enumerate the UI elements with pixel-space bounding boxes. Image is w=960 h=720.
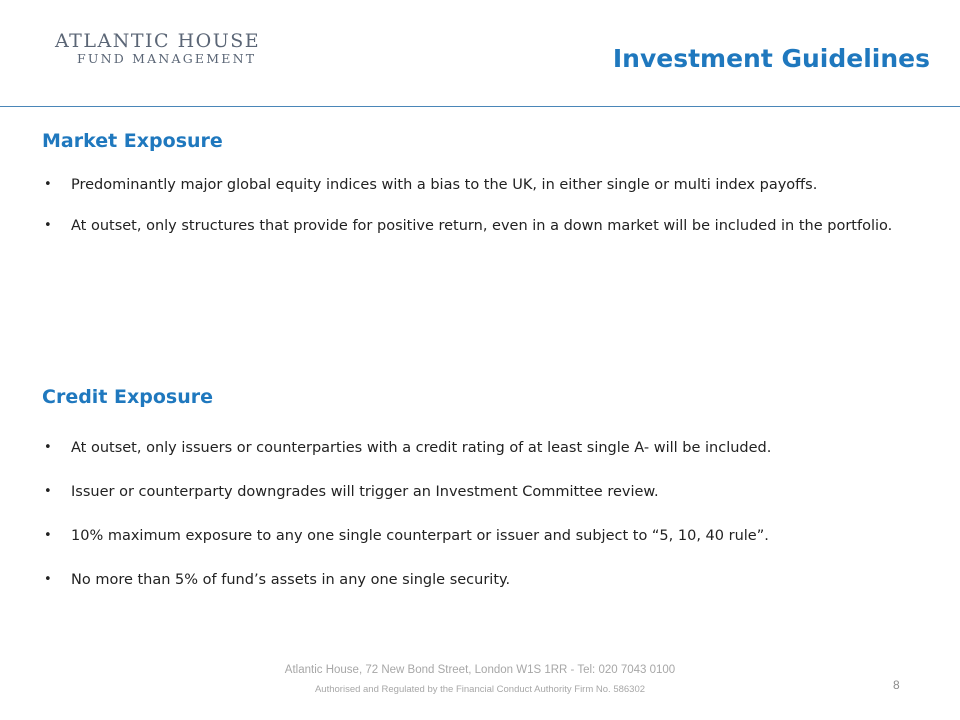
market-exposure-heading: Market Exposure <box>42 130 223 152</box>
bullet-icon: • <box>44 528 52 543</box>
footer-address: Atlantic House, 72 New Bond Street, London W1S 1RR - Tel: 020 7043 0100 <box>284 664 676 676</box>
list-item <box>44 481 927 503</box>
credit-exposure-list <box>44 437 927 591</box>
page-title: Investment Guidelines <box>612 44 930 73</box>
bullet-text: No more than 5% of fund’s assets in any one single security. <box>71 572 511 588</box>
bullet-text: At outset, only structures that provide for positive return, even in a down market will be included in the portfolio. <box>71 218 893 234</box>
list-item <box>44 174 927 196</box>
bullet-icon: • <box>44 440 52 455</box>
bullet-icon: • <box>44 572 52 587</box>
footer-regulation: Authorised and Regulated by the Financial Conduct Authority Firm No. 586302 <box>314 684 646 695</box>
list-item <box>44 569 927 591</box>
market-exposure-list <box>44 174 927 247</box>
list-item <box>44 205 927 247</box>
bullet-icon: • <box>44 484 52 499</box>
list-item <box>44 437 927 459</box>
bullet-text: Issuer or counterparty downgrades will trigger an Investment Committee review. <box>71 484 659 500</box>
header-divider <box>0 106 960 107</box>
bullet-text: At outset, only issuers or counterparties with a credit rating of at least single A- will be included. <box>71 440 772 456</box>
bullet-icon: • <box>44 218 52 233</box>
logo-subtitle: FUND MANAGEMENT <box>77 51 257 66</box>
bullet-icon: • <box>44 177 52 192</box>
logo-name: ATLANTIC HOUSE <box>55 30 261 52</box>
page-number: 8 <box>893 678 900 692</box>
bullet-text: Predominantly major global equity indices with a bias to the UK, in either single or multi index payoffs. <box>71 177 818 193</box>
bullet-text: 10% maximum exposure to any one single counterpart or issuer and subject to “5, 10, 40 rule”. <box>71 528 769 544</box>
list-item <box>44 525 927 547</box>
credit-exposure-heading: Credit Exposure <box>42 386 213 408</box>
company-logo <box>55 30 260 66</box>
